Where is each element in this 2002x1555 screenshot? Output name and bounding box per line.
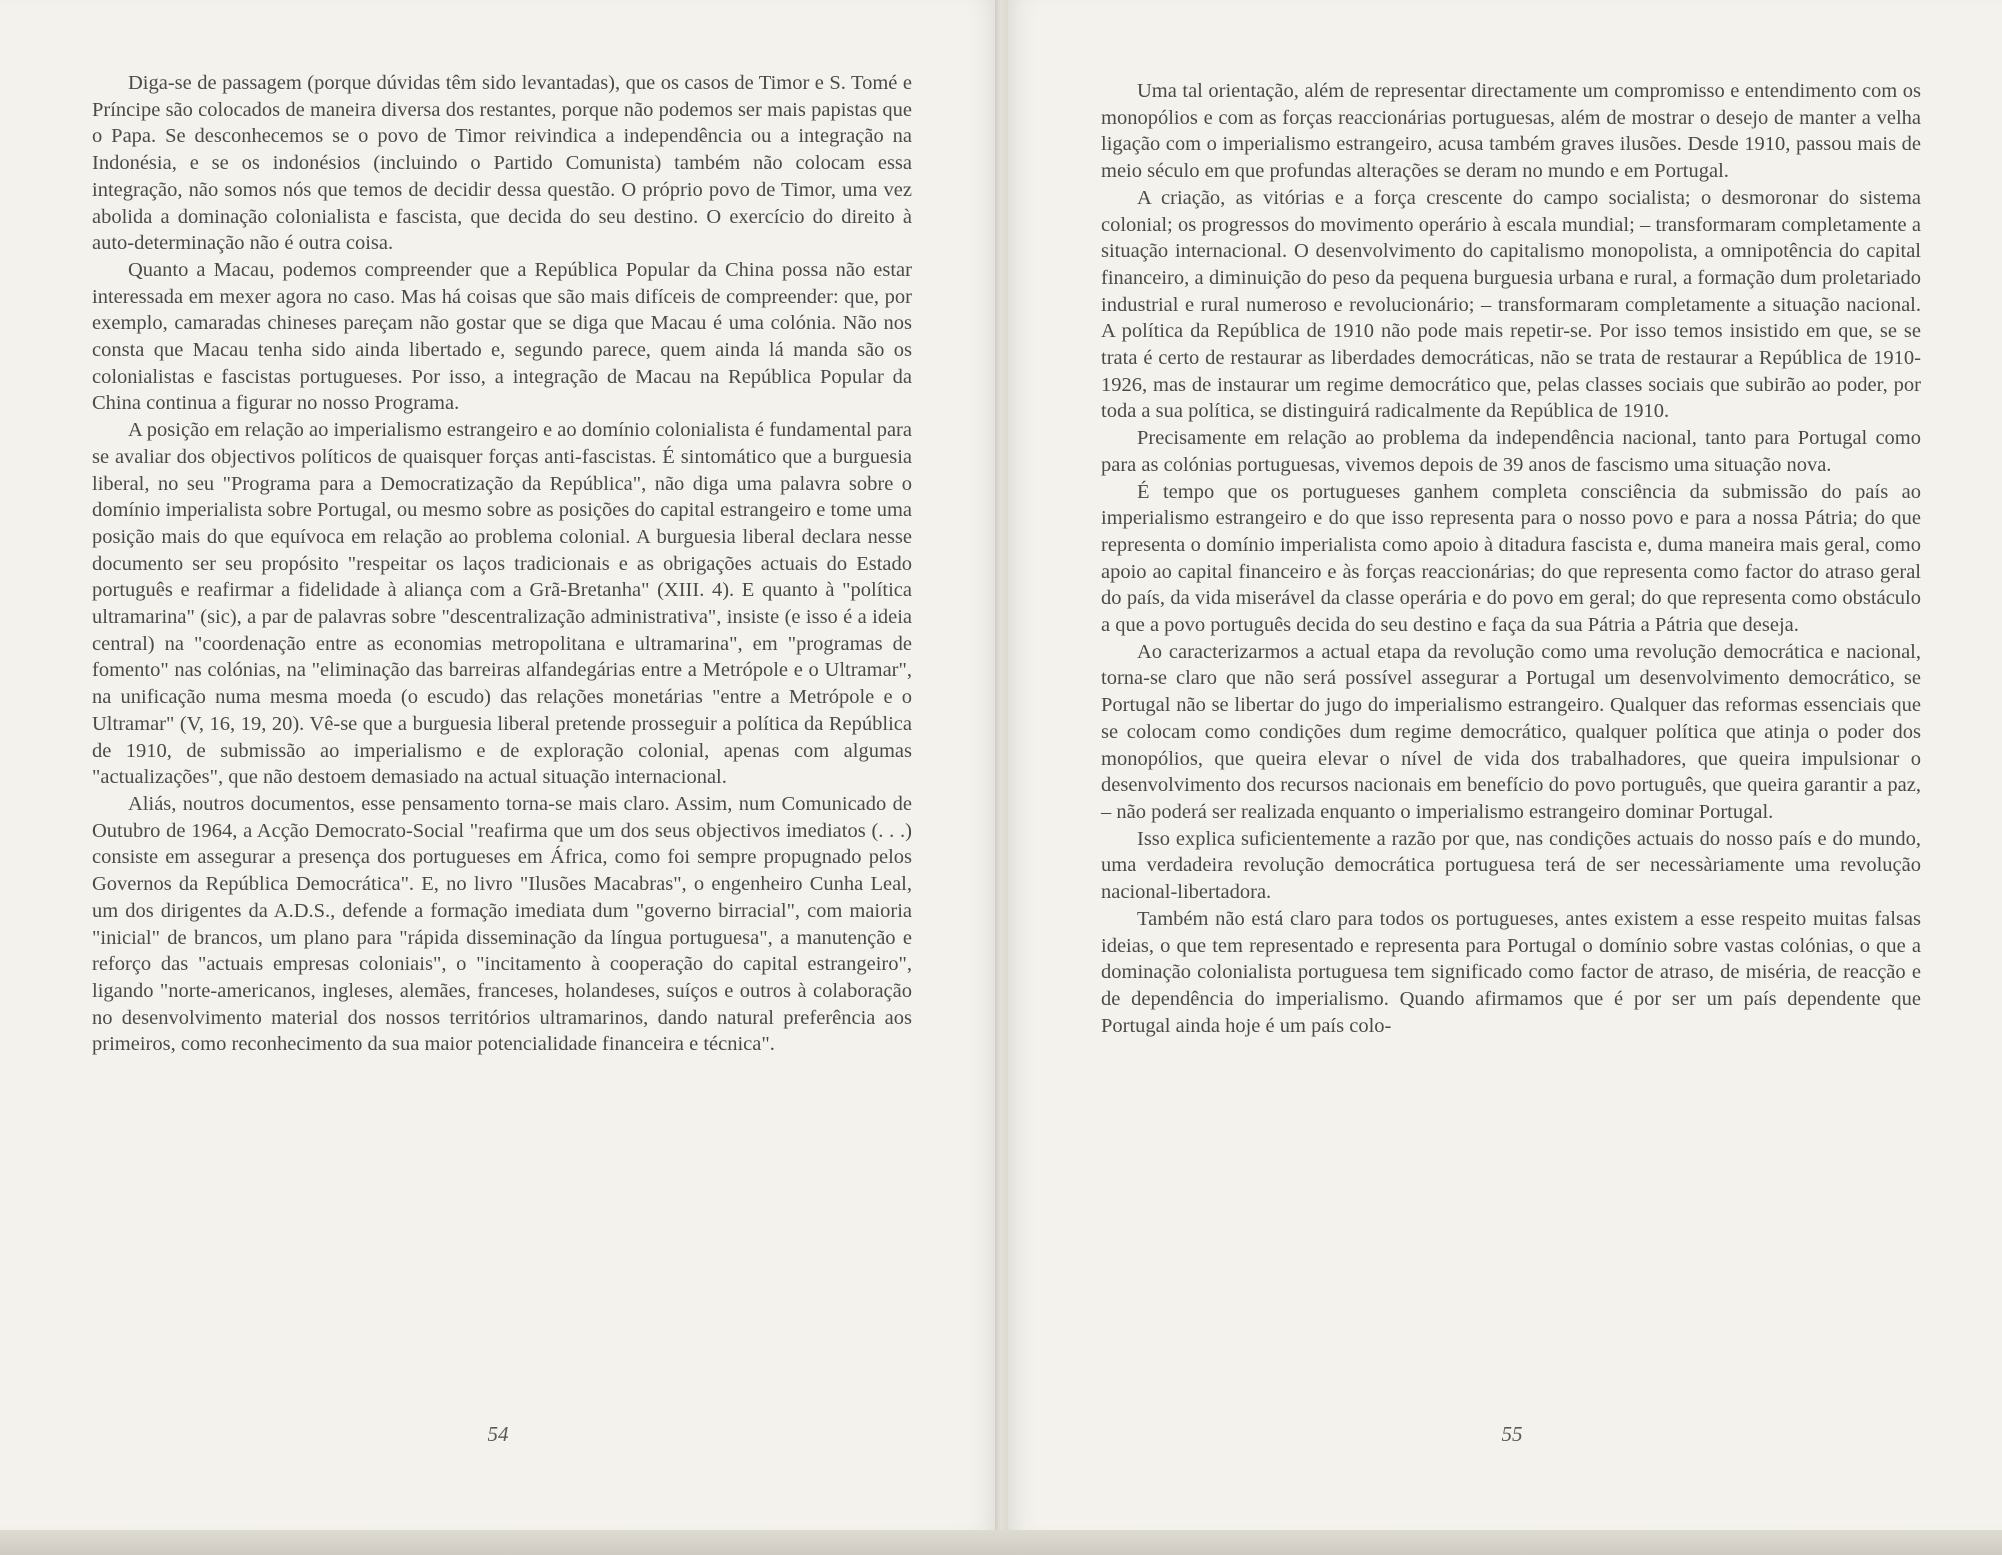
paragraph: Aliás, noutros documentos, esse pensamento torna-se mais claro. Assim, num Comunicado de Outubro de 1964, a Acção Democrato-Social "reafirma que um dos seus objectivos imediatos (. . .) consiste em assegurar a presença dos portugueses em África, como foi sempre propugnado pelos Governos da República Democrática". E, no livro "Ilusões Macabras", o engenheiro Cunha Leal, um dos dirigentes da A.D.S., defende a formação imediata dum "governo birracial", com maioria "inicial" de brancos, um plano para "rápida disseminação da língua portuguesa", a manutenção e reforço das "actuais empresas coloniais", o "incitamento à cooperação do capital estrangeiro", ligando "norte-americanos, ingleses, alemães, franceses, holandeses, suíços e outros à colaboração no desenvolvimento material dos nossos territórios ultramarinos, dando natural preferência aos primeiros, como reconhecimento da sua maior potencialidade financeira e técnica". xyxy=(92,792,912,1056)
right-page-body xyxy=(1101,78,1921,1039)
book-gutter xyxy=(995,0,1008,1530)
left-page xyxy=(0,0,995,1530)
paragraph: A posição em relação ao imperialismo estrangeiro e ao domínio colonialista é fundamental para se avaliar dos objectivos políticos de quaisquer forças anti-fascistas. É sintomático que a burguesia liberal, no seu "Programa para a Democratização da República", não diga uma palavra sobre o domínio imperialista sobre Portugal, ou mesmo sobre as posições do capital estrangeiro e tome uma posição mais do que equívoca em relação ao problema colonial. A burguesia liberal declara nesse documento ser seu propósito "respeitar os laços tradicionais e as obrigações actuais do Estado português e reafirmar a fidelidade à aliança com a Grã-Bretanha" (XIII. 4). E quanto à "política ultramarina" (sic), a par de palavras sobre "descentralização administrativa", insiste (e isso é a ideia central) na "coordenação entre as economias metropolitana e ultramarina", em "programas de fomento" nas colónias, na "eliminação das barreiras alfandegárias entre a Metrópole e o Ultramar", na unificação numa mesma moeda (o escudo) das relações monetárias "entre a Metrópole e o Ultramar" (V, 16, 19, 20). Vê-se que a burguesia liberal pretende prosseguir a política da República de 1910, de submissão ao imperialismo e de exploração colonial, apenas com algumas "actualizações", que não destoem demasiado na actual situação internacional. xyxy=(92,419,912,789)
page-number: 55 xyxy=(1501,1422,1523,1446)
paragraph: Diga-se de passagem (porque dúvidas têm sido levantadas), que os casos de Timor e S. Tomé e Príncipe são colocados de maneira diversa dos restantes, porque não podemos ser mais papistas que o Papa. Se desconhecemos se o povo de Timor reivindica a independência ou a integração na Indonésia, e se os indonésios (incluindo o Partido Comunista) também não colocam essa integração, não somos nós que temos de decidir dessa questão. O próprio povo de Timor, uma vez abolida a dominação colonialista e fascista, que decida do seu destino. O exercício do direito à auto-determinação não é outra coisa. xyxy=(92,72,912,255)
paragraph: Isso explica suficientemente a razão por que, nas condições actuais do nosso país e do mundo, uma verdadeira revolução democrática portuguesa terá de ser necessàriamente uma revolução nacional-libertadora. xyxy=(1101,827,1921,904)
paragraph: Também não está claro para todos os portugueses, antes existem a esse respeito muitas falsas ideias, o que tem representado e representa para Portugal o domínio sobre vastas colónias, o que a dominação colonialista portuguesa tem significado como factor de atraso, de miséria, de reacção e de dependência do imperialismo. Quando afirmamos que é por ser um país dependente que Portugal ainda hoje é um país colo- xyxy=(1101,907,1921,1037)
page-bottom-edge xyxy=(0,1530,2002,1555)
right-page xyxy=(1008,0,2002,1530)
paragraph: Uma tal orientação, além de representar directamente um compromisso e entendimento com os monopólios e com as forças reaccionárias portuguesas, além de mostrar o desejo de manter a velha ligação com o imperialismo estrangeiro, acusa também graves ilusões. Desde 1910, passou mais de meio século em que profundas alterações se deram no mundo e em Portugal. xyxy=(1101,80,1921,183)
paragraph: Ao caracterizarmos a actual etapa da revolução como uma revolução democrática e nacional, torna-se claro que não será possível assegurar a Portugal um desenvolvimento democrático, se Portugal não se libertar do jugo do imperialismo estrangeiro. Qualquer das reformas essenciais que se colocam como condições dum regime democrático, qualquer política que atinja o poder dos monopólios, que queira elevar o nível de vida dos trabalhadores, que queira impulsionar o desenvolvimento dos recursos nacionais em benefício do povo português, que queira garantir a paz, – não poderá ser realizada enquanto o imperialismo estrangeiro dominar Portugal. xyxy=(1101,640,1921,823)
paragraph: Precisamente em relação ao problema da independência nacional, tanto para Portugal como para as colónias portuguesas, vivemos depois de 39 anos de fascismo uma situação nova. xyxy=(1101,427,1921,476)
paragraph: A criação, as vitórias e a força crescente do campo socialista; o desmoronar do sistema colonial; os progressos do movimento operário à escala mundial; – transformaram completamente a situação internacional. O desenvolvimento do capitalismo monopolista, a omnipotência do capital financeiro, a diminuição do peso da pequena burguesia urbana e rural, a formação dum proletariado industrial e rural numeroso e revolucionário; – transformaram completamente a situação nacional. A política da República de 1910 não pode mais repetir-se. Por isso temos insistido em que, se se trata é certo de restaurar as liberdades democráticas, não se trata de restaurar a República de 1910-1926, mas de instaurar um regime democrático que, pelas classes sociais que subirão ao poder, por toda a sua política, se distinguirá radicalmente da República de 1910. xyxy=(1101,186,1921,423)
left-page-body xyxy=(92,70,912,1058)
page-number: 54 xyxy=(487,1422,509,1446)
paragraph: Quanto a Macau, podemos compreender que a República Popular da China possa não estar interessada em mexer agora no caso. Mas há coisas que são mais difíceis de compreender: que, por exemplo, camaradas chineses pareçam não gostar que se diga que Macau é uma colónia. Não nos consta que Macau tenha sido ainda libertado e, segundo parece, quem ainda lá manda são os colonialistas e fascistas portugueses. Por isso, a integração de Macau na República Popular da China continua a figurar no nosso Programa. xyxy=(92,258,912,415)
paragraph: É tempo que os portugueses ganhem completa consciência da submissão do país ao imperialismo estrangeiro e do que isso representa para o nosso povo e para a nossa Pátria; do que representa o domínio imperialista como apoio à ditadura fascista e, duma maneira mais geral, como apoio ao capital financeiro e às forças reaccionárias; do que representa como factor do atraso geral do país, da vida miserável da classe operária e do povo em geral; do que representa como obstáculo a que a povo português decida do seu destino e faça da sua Pátria a Pátria que deseja. xyxy=(1101,480,1921,637)
